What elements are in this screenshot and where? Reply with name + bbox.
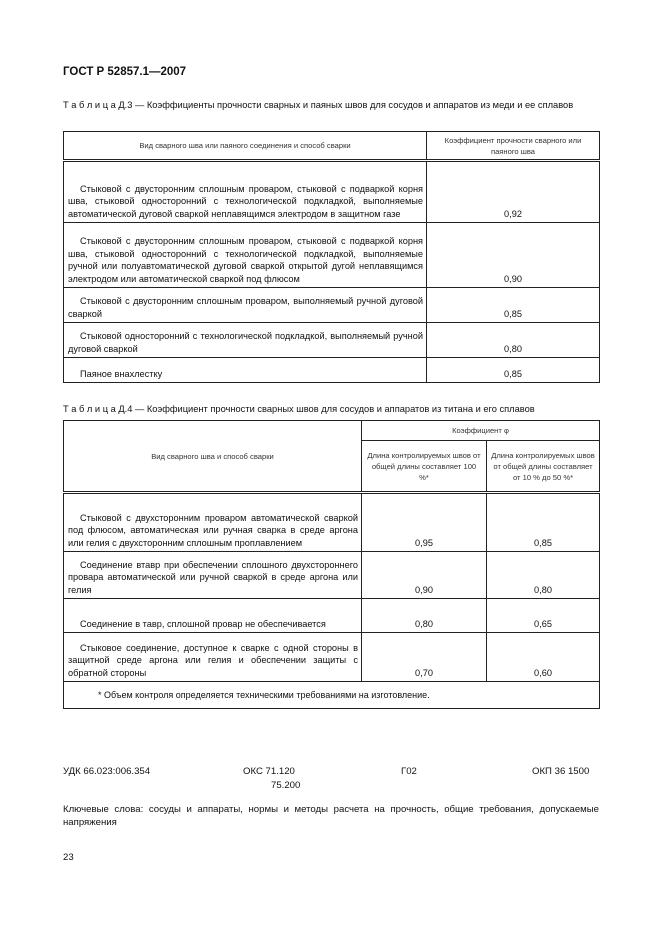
keywords: Ключевые слова: сосуды и аппараты, нормы и методы расчета на прочность, общие требования, допускаемые напряжения — [63, 804, 599, 828]
table3-col2-header: Коэффициент прочности сварного или паяного шва — [427, 132, 600, 161]
table3-col1-header: Вид сварного шва или паяного соединения и способ сварки — [64, 132, 427, 161]
page-number: 23 — [63, 852, 74, 863]
table4-sub1-header: Длина контролируемых швов от общей длины составляет 100 %* — [362, 441, 487, 493]
table4-sub2-header: Длина контролируемых швов от общей длины составляет от 10 % до 50 %* — [487, 441, 600, 493]
table4-coef-header: Коэффициент φ — [362, 421, 600, 441]
table4-col1-header: Вид сварного шва и способ сварки — [64, 421, 362, 493]
oks-1: ОКС 71.120 — [243, 766, 295, 777]
table-row: Стыковое соединение, доступное к сварке с одной стороны в защитной среде аргона или гелия и обеспечении защиты с обратной стороны 0,70 0,60 — [64, 633, 600, 682]
table-row: Паяное внахлестку 0,85 — [64, 358, 600, 383]
table-row: Стыковой односторонний с технологической подкладкой, выполняемый ручной дуговой сваркой 0,80 — [64, 323, 600, 358]
table-row: Соединение втавр при обеспечении сплошного двухстороннего провара автоматической или ручной сваркой в среде аргона или гелия 0,90 0,80 — [64, 552, 600, 599]
table3 — [63, 131, 600, 383]
table4-caption: Т а б л и ц а Д.4 — Коэффициент прочности сварных швов для сосудов и аппаратов из титана и его сплавов — [63, 404, 535, 414]
udk: УДК 66.023:006.354 — [63, 766, 151, 777]
okp: ОКП 36 1500 — [532, 766, 590, 777]
oks-2: 75.200 — [271, 780, 301, 791]
table-row: Стыковой с двусторонним сплошным проваром, стыковой с подваркой корня шва, стыковой односторонний с технологической подкладкой, выполняемые автоматической дуговой сваркой неплавящимся электродом в защитном газе 0,92 — [64, 161, 600, 223]
table4-footnote: * Объем контроля определяется техническими требованиями на изготовление. — [64, 682, 600, 709]
table3-caption: Т а б л и ц а Д.3 — Коэффициенты прочности сварных и паяных швов для сосудов и аппаратов из меди и ее сплавов — [63, 100, 574, 110]
table-row: Стыковой с двусторонним сплошным проваром, выполняемый ручной дуговой сваркой 0,85 — [64, 288, 600, 323]
document-header: ГОСТ Р 52857.1—2007 — [63, 66, 187, 78]
table-row: Стыковой с двусторонним сплошным проваром, стыковой с подваркой корня шва, стыковой односторонний с технологической подкладкой, выполняемые ручной или полуавтоматической дуговой сваркой открытой дугой неплавящимся электродом или автоматической сваркой под флюсом 0,90 — [64, 223, 600, 288]
table-row: Соединение в тавр, сплошной провар не обеспечивается 0,80 0,65 — [64, 599, 600, 633]
table-row: Стыковой с двухсторонним проваром автоматической сваркой под флюсом, автоматическая или ручная сварка в среде аргона или гелия с двухсторонним сплошным проплавлением 0,95 0,85 — [64, 493, 600, 552]
table4 — [63, 420, 600, 709]
classification-code: Г02 — [401, 766, 417, 777]
